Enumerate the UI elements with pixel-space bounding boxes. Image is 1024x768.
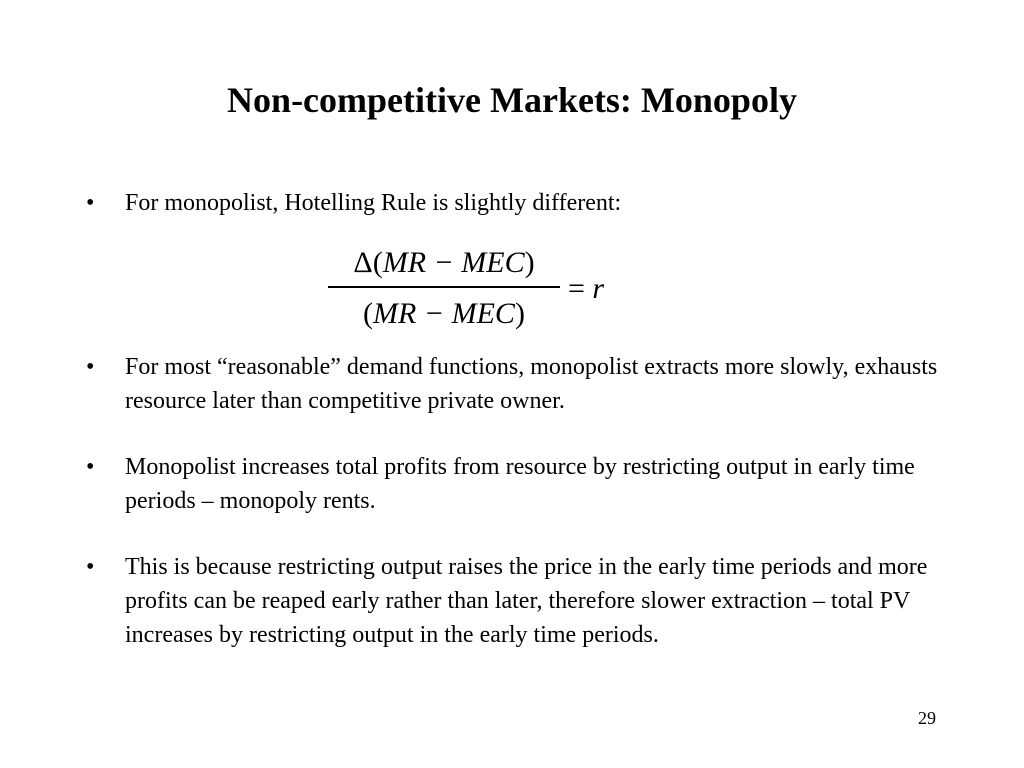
hotelling-rule-formula [328, 243, 628, 339]
formula-denominator: (MR − MEC) [363, 297, 525, 330]
fraction-bar [328, 286, 560, 288]
bullet-marker: • [86, 190, 95, 216]
bullet-text: For monopolist, Hotelling Rule is slightly different: [125, 190, 622, 216]
bullet-item [86, 450, 946, 518]
slide-title: Non-competitive Markets: Monopoly [227, 80, 797, 120]
bullet-marker: • [86, 354, 95, 380]
bullet-text: For most “reasonable” demand functions, monopolist extracts more slowly, exhausts resource later than competitive private owner. [125, 354, 938, 414]
bullet-text: This is because restricting output raises the price in the early time periods and more profits can be reaped early rather than later, therefore slower extraction – total PV increases by restricting output in the early time periods. [125, 554, 928, 648]
page-number: 29 [918, 708, 936, 728]
formula-numerator: Δ(MR − MEC) [353, 246, 535, 279]
bullet-item [86, 186, 946, 220]
bullet-text: Monopolist increases total profits from resource by restricting output in early time periods – monopoly rents. [125, 454, 915, 514]
formula-fraction [328, 243, 560, 334]
formula-rhs: = r [568, 272, 605, 305]
bullet-item [86, 350, 946, 418]
bullet-item [86, 550, 946, 652]
bullet-marker: • [86, 554, 95, 580]
bullet-marker: • [86, 454, 95, 480]
